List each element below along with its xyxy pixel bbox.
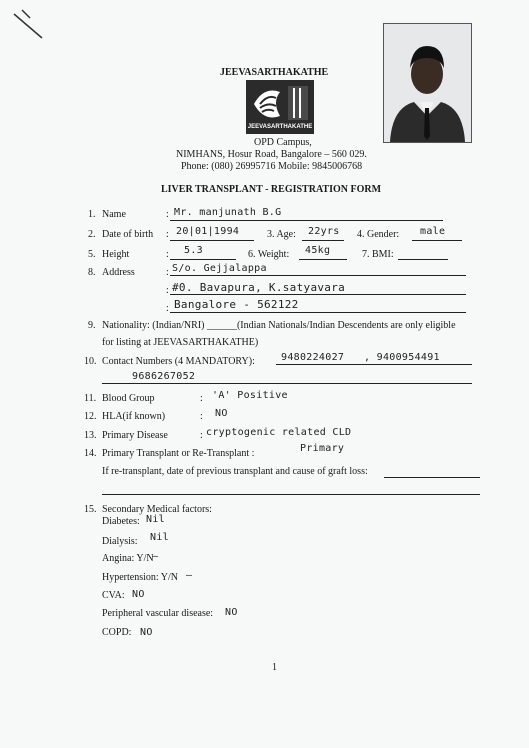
name-value[interactable]: Mr. manjunath B.G [174, 207, 282, 218]
blood-group-colon: : [200, 393, 203, 404]
contact-underline-2 [102, 383, 472, 384]
field-15-number: 15. [84, 504, 97, 515]
copd-label: COPD: [102, 627, 132, 638]
address-colon: : [166, 267, 169, 278]
hypertension-label: Hypertension: Y/N [102, 572, 179, 583]
pen-mark-icon [12, 8, 48, 40]
dob-underline [170, 240, 254, 241]
nationality-text: Nationality: (Indian/NRI) ______(Indian Nationals/Indian Descendents are only eligible [102, 320, 456, 331]
dialysis-value[interactable]: Nil [150, 532, 169, 543]
contact-value-2[interactable]: , 9400954491 [364, 352, 440, 363]
field-1-number: 1. [88, 209, 96, 220]
bmi-label: 7. BMI: [362, 249, 394, 260]
diabetes-label: Diabetes: [102, 516, 140, 527]
page-number: 1 [272, 662, 277, 673]
age-value[interactable]: 22yrs [308, 226, 340, 237]
pvd-label: Peripheral vascular disease: [102, 608, 214, 619]
contact-underline-1 [276, 364, 472, 365]
age-underline [302, 240, 344, 241]
address-underline-3 [170, 312, 466, 313]
age-label: 3. Age: [267, 229, 296, 240]
field-14-number: 14. [84, 448, 97, 459]
name-label: Name [102, 209, 126, 220]
hla-label: HLA(if known) [102, 411, 166, 422]
dialysis-label: Dialysis: [102, 536, 138, 547]
height-underline [170, 259, 236, 260]
dob-value[interactable]: 20|01|1994 [176, 226, 240, 237]
contact-value-1[interactable]: 9480224027 [281, 352, 345, 363]
field-12-number: 12. [84, 411, 97, 422]
field-10-number: 10. [84, 356, 97, 367]
form-title: LIVER TRANSPLANT - REGISTRATION FORM [161, 184, 382, 195]
logo-caption: JEEVASARTHAKATHE [247, 124, 313, 130]
field-2-number: 2. [88, 229, 96, 240]
primary-disease-label: Primary Disease [102, 430, 168, 441]
field-8-number: 8. [88, 267, 96, 278]
address-value-line-1[interactable]: S/o. Gejjalappa [172, 263, 267, 274]
height-colon: : [166, 249, 169, 260]
hypertension-value[interactable]: — [186, 570, 193, 581]
re-transplant-underline-1[interactable] [384, 477, 480, 478]
re-transplant-text: If re-transplant, date of previous transplant and cause of graft loss: [102, 466, 368, 477]
name-colon: : [166, 209, 169, 220]
primary-disease-colon: : [200, 430, 203, 441]
org-logo [246, 80, 314, 134]
transplant-type-value[interactable]: Primary [300, 443, 345, 454]
dob-label: Date of birth [102, 229, 154, 240]
field-11-number: 11. [84, 393, 97, 404]
hla-colon: : [200, 411, 203, 422]
gender-value[interactable]: male [420, 226, 446, 237]
blood-group-value[interactable]: 'A' Positive [212, 390, 288, 401]
address-underline-2 [170, 294, 466, 295]
pvd-value[interactable]: NO [225, 607, 238, 618]
field-9-number: 9. [88, 320, 96, 331]
copd-value[interactable]: NO [140, 627, 153, 638]
weight-value[interactable]: 45kg [305, 245, 331, 256]
address-colon-3: : [166, 303, 169, 314]
nationality-note: for listing at JEEVASARTHAKATHE) [102, 337, 259, 348]
re-transplant-underline-2[interactable] [102, 494, 480, 495]
address-line-1: OPD Campus, [254, 137, 312, 148]
address-line-2: NIMHANS, Hosur Road, Bangalore – 560 029. [176, 149, 367, 160]
field-5-number: 5. [88, 249, 96, 260]
address-value-line-3[interactable]: Bangalore - 562122 [174, 298, 299, 311]
org-name: JEEVASARTHAKATHE [220, 67, 329, 78]
address-label: Address [102, 267, 135, 278]
transplant-type-label: Primary Transplant or Re-Transplant : [102, 448, 255, 459]
gender-label: 4. Gender: [357, 229, 400, 240]
address-colon-2: : [166, 285, 169, 296]
diabetes-value[interactable]: Nil [146, 514, 165, 525]
contact-label: Contact Numbers (4 MANDATORY): [102, 356, 255, 367]
cva-label: CVA: [102, 590, 125, 601]
height-label: Height [102, 249, 130, 260]
person-portrait-icon [384, 24, 471, 142]
weight-label: 6. Weight: [248, 249, 290, 260]
dob-colon: : [166, 229, 169, 240]
contact-value-3[interactable]: 9686267052 [132, 371, 196, 382]
angina-value[interactable]: — [152, 551, 159, 562]
blood-group-label: Blood Group [102, 393, 155, 404]
applicant-photo [383, 23, 472, 143]
secondary-factors-label: Secondary Medical factors: [102, 504, 212, 515]
address-value-line-2[interactable]: #0. Bavapura, K.satyavara [172, 281, 346, 294]
field-13-number: 13. [84, 430, 97, 441]
height-value[interactable]: 5.3 [184, 245, 203, 256]
hla-value[interactable]: NO [215, 408, 228, 419]
name-underline [170, 220, 443, 221]
weight-underline [299, 259, 347, 260]
bmi-underline[interactable] [398, 259, 448, 260]
gender-underline [412, 240, 462, 241]
phone-line: Phone: (080) 26995716 Mobile: 9845006768 [181, 161, 363, 172]
primary-disease-value[interactable]: cryptogenic related CLD [206, 427, 352, 438]
angina-label: Angina: Y/N [102, 553, 154, 564]
address-underline-1 [170, 275, 466, 276]
cva-value[interactable]: NO [132, 589, 145, 600]
